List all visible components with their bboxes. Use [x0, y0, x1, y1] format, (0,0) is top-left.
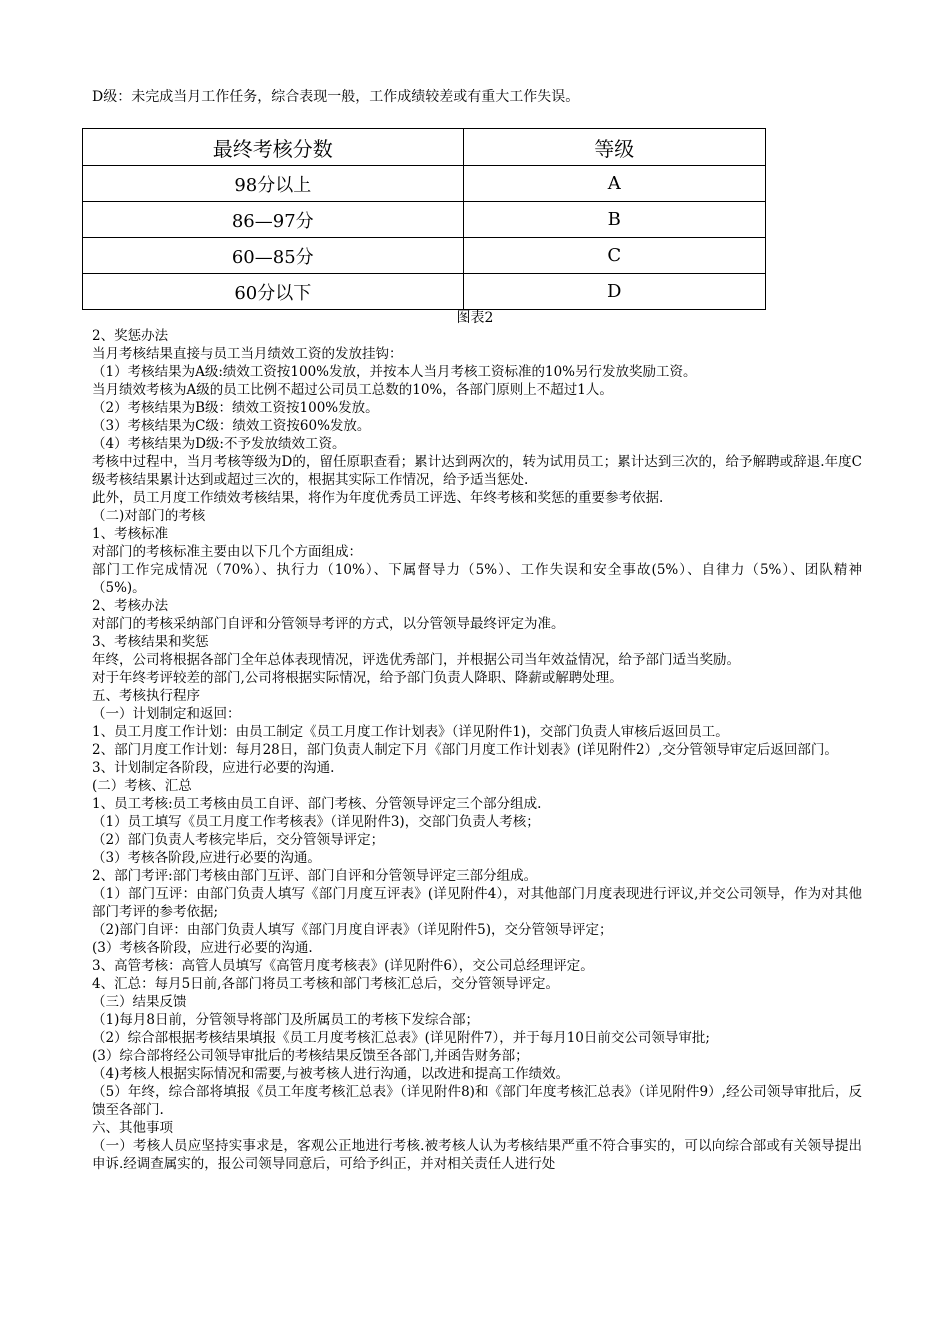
paragraph: 2、部门考评:部门考核由部门互评、部门自评和分管领导评定三部分组成。: [92, 868, 538, 884]
paragraph: 对于年终考评较差的部门,公司将根据实际情况，给予部门负责人降职、降薪或解聘处理。: [92, 670, 623, 686]
paragraph: 1、员工月度工作计划：由员工制定《员工月度工作计划表》（详见附件1)，交部门负责人审核后返回员工。: [92, 724, 729, 740]
grade-cell: C: [463, 238, 765, 274]
paragraph: （3）考核结果为C级：绩效工资按60%发放。: [92, 418, 371, 434]
paragraph: （一）计划制定和返回：: [92, 706, 241, 722]
score-cell: 98分以上: [83, 166, 464, 202]
paragraph: （4）考核结果为D级:不予发放绩效工资。: [92, 436, 346, 452]
table-row: [83, 202, 766, 238]
paragraph: 3、考核结果和奖惩: [92, 634, 209, 650]
paragraph: 部门工作完成情况（70%）、执行力（10%）、下属督导力（5%）、工作失误和安全事故(5%）、自律力（5%）、团队精神（5%)。: [92, 562, 862, 596]
score-cell: 60—85分: [83, 238, 464, 274]
score-cell: 86—97分: [83, 202, 464, 238]
body-text: [92, 327, 862, 1173]
table-caption: 图表2: [456, 310, 494, 326]
paragraph: 1、考核标准: [92, 526, 169, 542]
paragraph: （1)每月8日前，分管领导将部门及所属员工的考核下发综合部；: [92, 1012, 479, 1028]
paragraph: （2)部门自评：由部门负责人填写《部门月度自评表》（详见附件5)，交分管领导评定；: [92, 922, 613, 938]
paragraph: （三）结果反馈: [92, 994, 187, 1010]
table-header-row: [83, 129, 766, 166]
paragraph: （1）部门互评：由部门负责人填写《部门月度互评表》(详见附件4），对其他部门月度表现进行评议,并交公司领导，作为对其他部门考评的参考依据;: [92, 886, 862, 920]
paragraph: 3、高管考核：高管人员填写《高管月度考核表》(详见附件6），交公司总经理评定。: [92, 958, 594, 974]
paragraph: (3）考核各阶段，应进行必要的沟通.: [92, 940, 313, 956]
paragraph: 五、考核执行程序: [92, 688, 200, 704]
paragraph: （2）部门负责人考核完毕后，交分管领导评定；: [92, 832, 385, 848]
paragraph: 对部门的考核采纳部门自评和分管领导考评的方式，以分管领导最终评定为准。: [92, 616, 565, 632]
paragraph: 2、奖惩办法: [92, 328, 169, 344]
paragraph: 考核中过程中，当月考核等级为D的，留任原职查看；累计达到两次的，转为试用员工；累计达到三次的，给予解聘或辞退.年度C级考核结果累计达到或超过三次的，根据其实际工作情况，给予适当惩处.: [92, 454, 862, 488]
paragraph: (二）考核、汇总: [92, 778, 192, 794]
paragraph: （1）员工填写《员工月度工作考核表》（详见附件3)，交部门负责人考核；: [92, 814, 540, 830]
paragraph: 1、员工考核:员工考核由员工自评、部门考核、分管领导评定三个部分组成.: [92, 796, 542, 812]
score-cell: 60分以下: [83, 274, 464, 310]
paragraph: （3）考核各阶段,应进行必要的沟通。: [92, 850, 321, 866]
grade-table: [82, 128, 766, 310]
paragraph: （二)对部门的考核: [92, 508, 206, 524]
paragraph: 2、考核办法: [92, 598, 169, 614]
paragraph: 当月考核结果直接与员工当月绩效工资的发放挂钩：: [92, 346, 403, 362]
paragraph: （一）考核人员应坚持实事求是，客观公正地进行考核.被考核人认为考核结果严重不符合事实的，可以向综合部或有关领导提出申诉.经调查属实的，报公司领导同意后，可给予纠正，并对相关责任人进行处: [92, 1138, 862, 1172]
paragraph: 此外，员工月度工作绩效考核结果，将作为年度优秀员工评选、年终考核和奖惩的重要参考依据.: [92, 490, 664, 506]
grade-cell: A: [463, 166, 765, 202]
header-score: 最终考核分数: [83, 129, 464, 166]
paragraph: （2）综合部根据考核结果填报《员工月度考核汇总表》(详见附件7），并于每月10日前交公司领导审批;: [92, 1030, 710, 1046]
table-row: [83, 238, 766, 274]
header-grade: 等级: [463, 129, 765, 166]
paragraph: （1）考核结果为A级:绩效工资按100%发放，并按本人当月考核工资标准的10%另行发放奖励工资。: [92, 364, 697, 380]
paragraph: 六、其他事项: [92, 1120, 173, 1136]
paragraph: （4)考核人根据实际情况和需要,与被考核人进行沟通，以改进和提高工作绩效。: [92, 1066, 570, 1082]
paragraph: 3、计划制定各阶段，应进行必要的沟通.: [92, 760, 335, 776]
grade-cell: D: [463, 274, 765, 310]
paragraph: （2）考核结果为B级：绩效工资按100%发放。: [92, 400, 379, 416]
paragraph: 当月绩效考核为A级的员工比例不超过公司员工总数的10%，各部门原则上不超过1人。: [92, 382, 613, 398]
grade-cell: B: [463, 202, 765, 238]
paragraph: (3）综合部将经公司领导审批后的考核结果反馈至各部门,并函告财务部；: [92, 1048, 529, 1064]
table-row: [83, 166, 766, 202]
table-row: [83, 274, 766, 310]
paragraph: 年终，公司将根据各部门全年总体表现情况，评选优秀部门，并根据公司当年效益情况，给予部门适当奖励。: [92, 652, 740, 668]
intro-paragraph: D级：未完成当月工作任务，综合表现一般，工作成绩较差或有重大工作失误。: [92, 89, 580, 105]
paragraph: （5）年终，综合部将填报《员工年度考核汇总表》（详见附件8)和《部门年度考核汇总表》（详见附件9）,经公司领导审批后，反馈至各部门.: [92, 1084, 862, 1118]
paragraph: 2、部门月度工作计划：每月28日，部门负责人制定下月《部门月度工作计划表》(详见附件2）,交分管领导审定后返回部门。: [92, 742, 838, 758]
paragraph: 对部门的考核标准主要由以下几个方面组成：: [92, 544, 362, 560]
paragraph: 4、汇总：每月5日前,各部门将员工考核和部门考核汇总后，交分管领导评定。: [92, 976, 559, 992]
